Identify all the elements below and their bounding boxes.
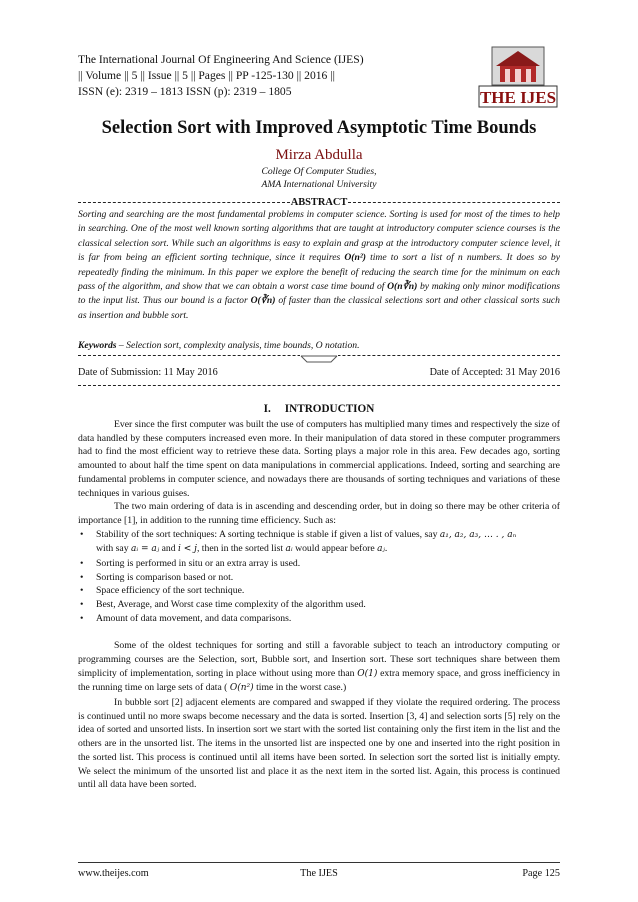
journal-logo <box>478 46 558 108</box>
section-heading: I. INTRODUCTION <box>263 403 375 415</box>
abstract-heading-rule <box>78 197 560 208</box>
author-affiliation <box>0 166 638 191</box>
logo-text: THE IJES <box>479 88 557 107</box>
paper-author: Mirza Abdulla <box>275 147 363 163</box>
paragraph: The two main ordering of data is in ascending and descending order, but in doing so there may be other criteria of importance [1], in addition to the running time efficiency. Such as: <box>78 501 560 526</box>
affiliation-college: College Of Computer Studies, <box>261 166 377 177</box>
page-footer <box>78 868 560 879</box>
keywords <box>78 340 560 351</box>
paragraph <box>78 639 560 696</box>
paragraph-part: Some of the oldest techniques for sorting and still a favorable subject to teach an introductory computing or programming courses are the Selection, sort, Bubble sort, and Insertion sort. These sort techniques share between them simplicity of implementation, sorting in place without using more than <box>78 640 560 679</box>
journal-name: The International Journal Of Engineering And Science (IJES) <box>78 53 364 66</box>
math-inline: i < j <box>178 544 197 555</box>
math-inline: O(n²) <box>229 683 254 694</box>
list-text: would appear before <box>292 543 378 555</box>
footer-page-number: Page 125 <box>522 868 560 879</box>
list-item: • Space efficiency of the sort technique. <box>78 584 560 598</box>
paragraph: In bubble sort [2] adjacent elements are compared and swapped if they violate the required ordering. The process is continued until no more swaps become necessary and the data is sorted. Insertion [3, 4] and selection sorts [5] rely on the idea of sorted and unsorted lists. In insertion sort we start with the sorted list containing only the first item in the list and the others are in the unsorted list. The items in the unsorted list are inspected one by one and inserted into the right position in the sorted list. This process is continued until all items have been sorted. In selection sort the sorted list is initially empty. We select the minimum of the unsorted list and place it as the next item in the sorted list. Again, this process is continued until all data have been sorted. <box>78 697 560 791</box>
abstract-math: O(n∛n) <box>387 281 418 293</box>
footer-website[interactable]: www.theijes.com <box>78 868 149 879</box>
list-item: • Sorting is performed in situ or an extra array is used. <box>78 557 560 571</box>
affiliation-university: AMA International University <box>261 178 377 190</box>
paper-title: Selection Sort with Improved Asymptotic Time Bounds <box>101 118 537 138</box>
math-inline: a₁, a₂, a₃, … . , aₙ <box>439 529 517 540</box>
journal-logo-graphic <box>478 46 558 108</box>
list-item: • Sorting is comparison based or not. <box>78 571 560 585</box>
list-item: • Amount of data movement, and data comparisons. <box>78 612 560 626</box>
footer-rule <box>78 862 560 863</box>
list-text: Stability of the sort techniques: A sorting technique is stable if given a list of values, say <box>96 528 440 540</box>
math-inline: O(1) <box>357 668 378 679</box>
abstract-heading: ABSTRACT <box>290 197 348 208</box>
journal-issn: ISSN (e): 2319 – 1813 ISSN (p): 2319 – 1805 <box>78 85 292 98</box>
list-text: with say <box>96 543 131 555</box>
paragraph-part: time in the worst case.) <box>253 682 347 694</box>
paragraph-part: extra memory space, and gross inefficiency in the running time on large sets of data ( <box>78 667 560 694</box>
list-text: . <box>384 543 388 555</box>
journal-header <box>78 52 364 100</box>
paragraph: Ever since the first computer was built the use of computers has multiplied many times and respectively the size of data handled by these computers increased even more. In their manipulation of data stored in these computer programmers had to find the most efficient way to retrieve these data. Sorting plays a major role in this area. Few decades ago, sorting amounted to about half the time spent on data manipulations in commercial applications. Indeed, sorting and searching are fundamental problems in computer science, and nowadays there are thousands of sorting techniques and variations of these techniques in various guises. <box>78 419 560 499</box>
list-item: • Best, Average, and Worst case time complexity of the algorithm used. <box>78 598 560 612</box>
divider <box>348 202 560 203</box>
keywords-text: – Selection sort, complexity analysis, time bounds, O notation. <box>116 340 360 351</box>
divider <box>78 202 290 203</box>
criteria-list <box>78 528 560 626</box>
math-inline: aᵢ <box>285 544 293 555</box>
intro-body <box>78 418 560 792</box>
list-text: , then in the sorted list <box>196 543 286 555</box>
list-item <box>78 528 560 557</box>
math-inline: aⱼ <box>377 544 385 555</box>
footer-journal: The IJES <box>300 868 338 879</box>
abstract-part: time to sort a list of n numbers. It does so by repeatedly finding the minimum. In this paper we explore the benefit of reducing the search time for the minimum on each pass of the algorithm, and show that we can obtain a worst case time bound of <box>78 252 561 293</box>
abstract-math: O(n²) <box>344 252 366 264</box>
abstract-part: Sorting and searching are the most fundamental problems in computer science. Sorting is used for most of the times to help in searching. One of the most well known sorting algorithms that are taught at introductory computer science courses is the classical selection sort. While such an algorithms is easy to explain and grasp at the introductory computer science level, it is far from being an efficient sorting technique, since it requires <box>78 209 560 264</box>
list-text: and <box>159 543 179 555</box>
journal-volume: || Volume || 5 || Issue || 5 || Pages || PP -125-130 || 2016 || <box>78 69 335 82</box>
abstract-part: by making only minor modifications to the input list. Thus our bound is a factor <box>78 281 560 307</box>
abstract-math: O(∛n) <box>250 295 276 307</box>
accepted-date: Date of Accepted: 31 May 2016 <box>429 367 560 378</box>
divider-notch <box>300 355 338 363</box>
math-inline: aᵢ = aⱼ <box>130 544 160 555</box>
abstract-text <box>78 208 560 323</box>
dates-box <box>78 355 560 387</box>
abstract-part: of faster than the classical selections sort and other classical sorts such as insertion and bubble sort. <box>78 295 560 321</box>
keywords-label: Keywords <box>78 340 117 351</box>
spacer <box>78 626 560 640</box>
divider <box>78 385 560 386</box>
submission-date: Date of Submission: 11 May 2016 <box>78 367 218 378</box>
